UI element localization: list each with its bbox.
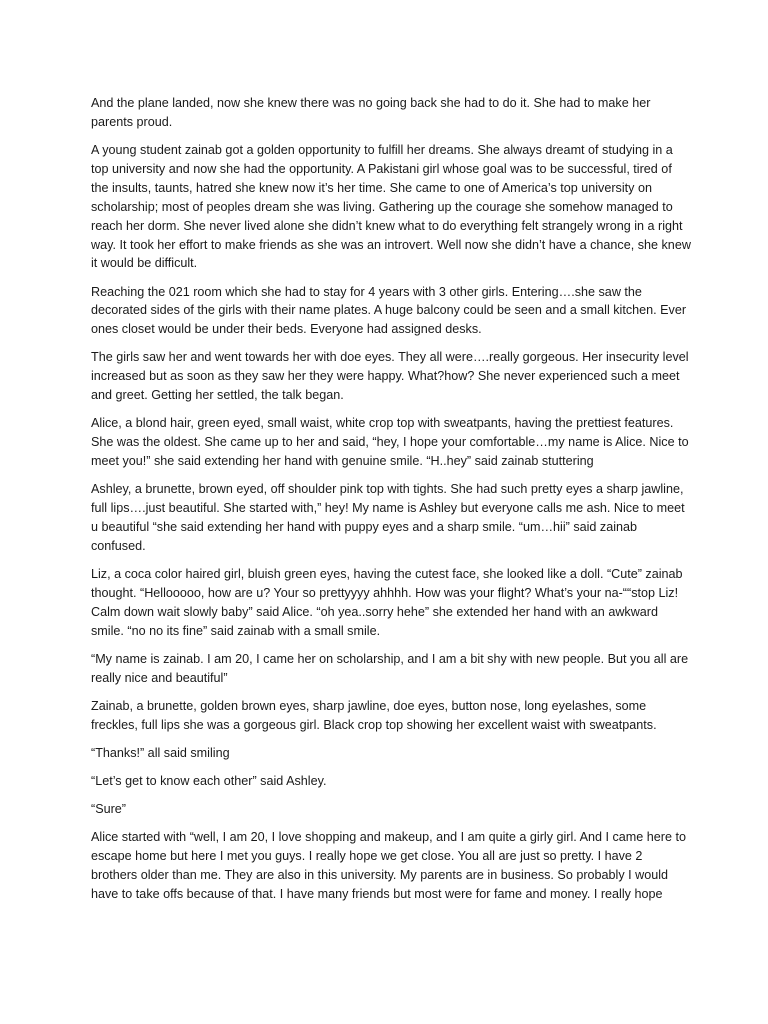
paragraph-alice-story: Alice started with “well, I am 20, I love shopping and makeup, and I am quite a girly girl. And I came here to escape home but here I met you guys. I really hope we get close. You all are just so pretty. I have 2 brothers older than me. They are also in this university. My parents are in business. So probably I would have to take offs because of that. I have many friends but most were for fame and money. I really hope <box>91 830 687 901</box>
paragraph-zainab-description: Zainab, a brunette, golden brown eyes, sharp jawline, doe eyes, button nose, long eyelashes, some freckles, full lips she was a gorgeous girl. Black crop top showing her excellent waist with sweatpants. <box>91 698 657 732</box>
paragraph-zainab-intro: A young student zainab got a golden opportunity to fulfill her dreams. She always dreamt of studying in a top university and now she had the opportunity. A Pakistani girl whose goal was to be successful, tired of the insults, taunts, hatred she knew now it’s her time. She came to one of America’s top university on scholarship; most of peoples dream she was living. Gathering up the courage she somehow managed to reach her dorm. She never lived alone she didn’t knew what to do everything felt strangely wrong in a right way. It took her effort to make friends as she was an introvert. Well now she didn’t have a chance, she knew it would be difficult. <box>91 143 691 271</box>
paragraph-thanks: “Thanks!” all said smiling <box>91 745 230 760</box>
paragraph-sure: “Sure” <box>91 802 126 817</box>
paragraph-zainab-speaks: “My name is zainab. I am 20, I came her on scholarship, and I am a bit shy with new people. But you all are really nice and beautiful” <box>91 651 689 685</box>
paragraph-alice: Alice, a blond hair, green eyed, small waist, white crop top with sweatpants, having the prettiest features. She was the oldest. She came up to her and said, “hey, I hope your comfortable…my name is Alice. Nice to meet you!” she said extending her hand with genuine smile. “H..hey” said zainab stuttering <box>91 416 689 469</box>
paragraph-get-to-know: “Let’s get to know each other” said Ashley. <box>91 773 327 788</box>
paragraph-liz: Liz, a coca color haired girl, bluish green eyes, having the cutest face, she looked like a doll. “Cute” zainab thought. “Hellooooo, how are u? Your so prettyyyy ahhhh. How was your flight? What’s your na-““stop Liz! Calm down wait slowly baby” said Alice. “oh yea..sorry hehe” she extended her hand with an awkward smile. “no no its fine” said zainab with a small smile. <box>91 567 683 638</box>
paragraph-girls-meet: The girls saw her and went towards her with doe eyes. They all were….really gorgeous. Her insecurity level increased but as soon as they saw her they were happy. What?how? She never experienced such a meet and greet. Getting her settled, the talk began. <box>91 350 689 403</box>
paragraph-ashley: Ashley, a brunette, brown eyed, off shoulder pink top with tights. She had such pretty eyes a sharp jawline, full lips….just beautiful. She started with,” hey! My name is Ashley but everyone calls me ash. Nice to meet u beautiful “she said extending her hand with puppy eyes and a sharp smile. “um…hii” said zainab confused. <box>91 482 685 553</box>
document-page <box>91 94 691 913</box>
paragraph-room-021: Reaching the 021 room which she had to stay for 4 years with 3 other girls. Entering….she saw the decorated sides of the girls with their name plates. A huge balcony could be seen and a small kitchen. Ever ones closet would be under their beds. Everyone had assigned desks. <box>91 284 687 337</box>
paragraph-plane-landed: And the plane landed, now she knew there was no going back she had to do it. She had to make her parents proud. <box>91 96 651 129</box>
